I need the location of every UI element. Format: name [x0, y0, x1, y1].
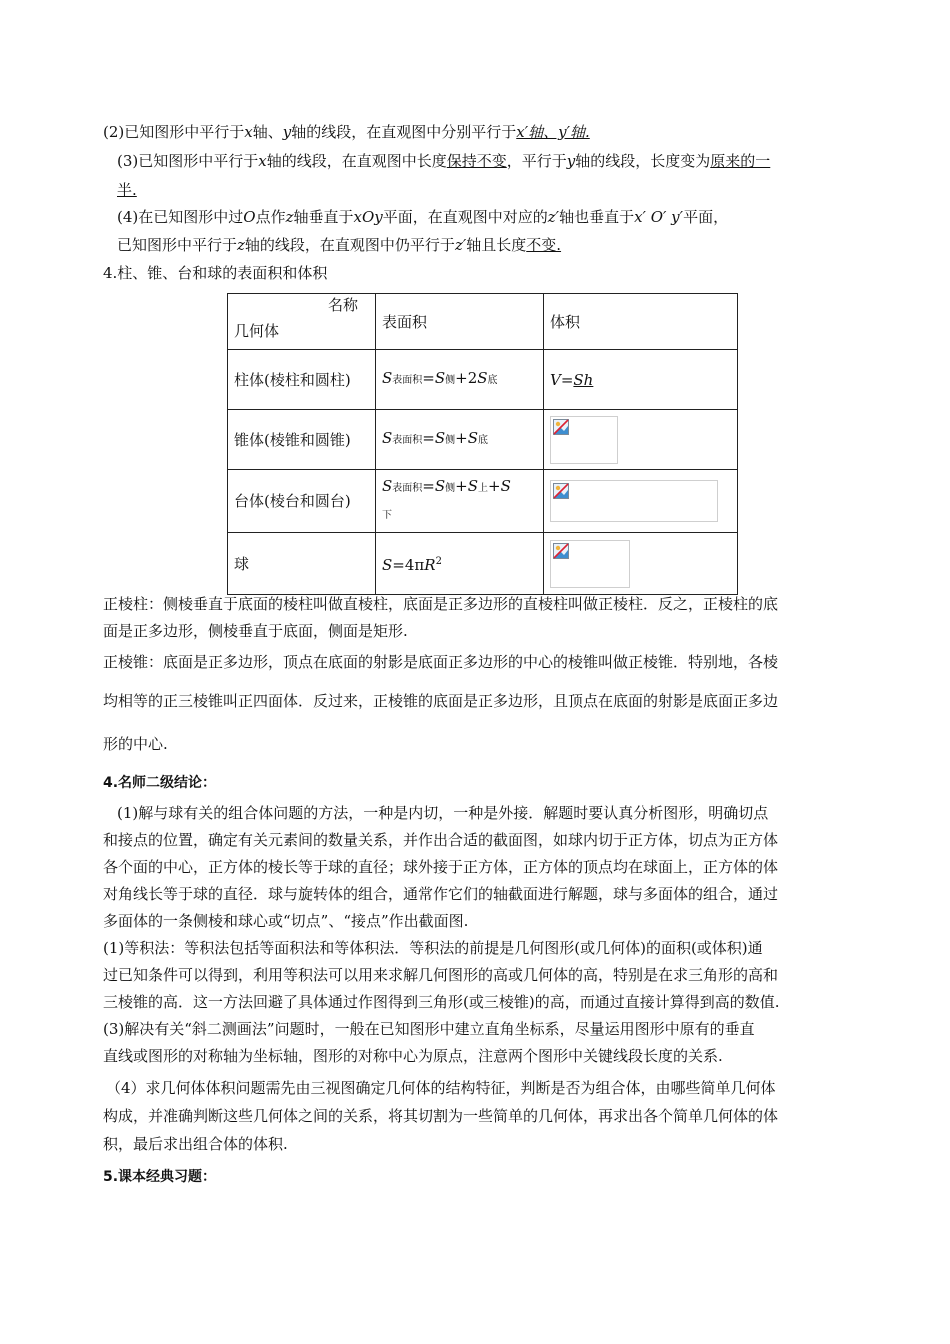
row-name: 台体(棱台和圆台): [228, 470, 376, 533]
header-name-label: 名称: [328, 296, 359, 314]
rule-line-2: (2)已知图形中平行于x轴、y轴的线段，在直观图中分别平行于x′轴、y′轴.: [103, 123, 590, 141]
rule-line-4: (4)在已知图形中过O点作z轴垂直于xOy平面，在直观图中对应的z′轴也垂直于x′ O′ y′平面，: [117, 208, 729, 226]
pyramid-para-line: 形的中心.: [103, 735, 168, 753]
row-area-formula: S表面积=S侧+2S底: [376, 350, 544, 410]
table-header-corner: [228, 294, 376, 350]
header-area: 表面积: [376, 294, 544, 350]
pyramid-para-line: 均相等的正三棱锥叫正四面体．反过来，正棱锥的底面是正多边形，且顶点在底面的射影是底面正多边: [103, 692, 779, 710]
volume-formula-image: [550, 416, 618, 464]
teacher-section-title: 4.名师二级结论：: [103, 775, 217, 791]
table-header-row: [228, 294, 738, 350]
conclusion-line: 直线或图形的对称轴为坐标轴，图形的对称中心为原点，注意两个图形中关键线段长度的关系.: [103, 1047, 723, 1065]
row-name: 柱体(棱柱和圆柱): [228, 350, 376, 410]
section-5-title: 5.课本经典习题：: [103, 1169, 217, 1185]
table-row: [228, 470, 738, 533]
header-body-label: 几何体: [234, 322, 280, 340]
conclusion-line: 多面体的一条侧棱和球心或“切点”、“接点”作出截面图.: [103, 912, 469, 930]
section-4-title: 4.柱、锥、台和球的表面积和体积: [103, 264, 328, 282]
conclusion-line: 各个面的中心，正方体的棱长等于球的直径；球外接于正方体，正方体的顶点均在球面上，正方体的体: [103, 858, 779, 876]
pyramid-para-line: 正棱锥：底面是正多边形，顶点在底面的射影是底面正多边形的中心的棱锥叫做正棱锥．特别地，各棱: [103, 653, 779, 671]
header-volume: 体积: [544, 294, 738, 350]
conclusion-line: 对角线长等于球的直径．球与旋转体的组合，通常作它们的轴截面进行解题，球与多面体的组合，通过: [103, 885, 779, 903]
row-volume-image-cell: [544, 470, 738, 533]
conclusion-line: (3)解决有关“斜二测画法”问题时，一般在已知图形中建立直角坐标系，尽量运用图形中原有的垂直: [103, 1020, 755, 1038]
conclusion-line: 三棱锥的高．这一方法回避了具体通过作图得到三角形(或三棱锥)的高，而通过直接计算得到高的数值.: [103, 993, 780, 1011]
rule-line-3: (3)已知图形中平行于x轴的线段，在直观图中长度保持不变，平行于y轴的线段，长度变为原来的一: [117, 152, 771, 170]
broken-image-icon: [553, 419, 569, 435]
conclusion-line: （4）求几何体体积问题需先由三视图确定几何体的结构特征，判断是否为组合体，由哪些简单几何体: [106, 1079, 776, 1097]
table-row: [228, 410, 738, 470]
row-area-formula: S表面积=S侧+S底: [376, 410, 544, 470]
conclusion-line: 构成，并准确判断这些几何体之间的关系，将其切割为一些简单的几何体，再求出各个简单几何体的体: [103, 1107, 779, 1125]
row-name: 锥体(棱锥和圆锥): [228, 410, 376, 470]
table-row: [228, 350, 738, 410]
rule-line-3-cont: 半.: [117, 181, 137, 199]
row-volume-image-cell: [544, 410, 738, 470]
surface-volume-table: [227, 293, 738, 595]
prism-para-line: 面是正多边形，侧棱垂直于底面，侧面是矩形.: [103, 622, 408, 640]
conclusion-line: (1)解与球有关的组合体问题的方法，一种是内切，一种是外接．解题时要认真分析图形，明确切点: [117, 804, 769, 822]
prism-para-line: 正棱柱：侧棱垂直于底面的棱柱叫做直棱柱，底面是正多边形的直棱柱叫做正棱柱．反之，正棱柱的底: [103, 595, 779, 613]
conclusion-line: 和接点的位置，确定有关元素间的数量关系，并作出合适的截面图，如球内切于正方体，切点为正方体: [103, 831, 779, 849]
volume-formula-image: [550, 480, 718, 522]
rule-line-5: 已知图形中平行于z轴的线段，在直观图中仍平行于z′轴且长度不变.: [117, 236, 562, 254]
conclusion-line: 过已知条件可以得到，利用等积法可以用来求解几何图形的高或几何体的高，特别是在求三角形的高和: [103, 966, 779, 984]
conclusion-line: 积，最后求出组合体的体积.: [103, 1135, 288, 1153]
row-area-formula: $S=4\pi R^2$: [376, 533, 544, 595]
broken-image-icon: [553, 543, 569, 559]
row-volume-image-cell: [544, 533, 738, 595]
volume-formula-image: [550, 540, 630, 588]
table-row: [228, 533, 738, 595]
conclusion-line: (1)等积法：等积法包括等面积法和等体积法．等积法的前提是几何图形(或几何体)的面积(或体积)通: [103, 939, 763, 957]
broken-image-icon: [553, 483, 569, 499]
row-area-formula: S表面积=S侧+S上+S 下: [376, 470, 544, 533]
row-name: 球: [228, 533, 376, 595]
row-volume-formula: V=Sh: [544, 350, 738, 410]
